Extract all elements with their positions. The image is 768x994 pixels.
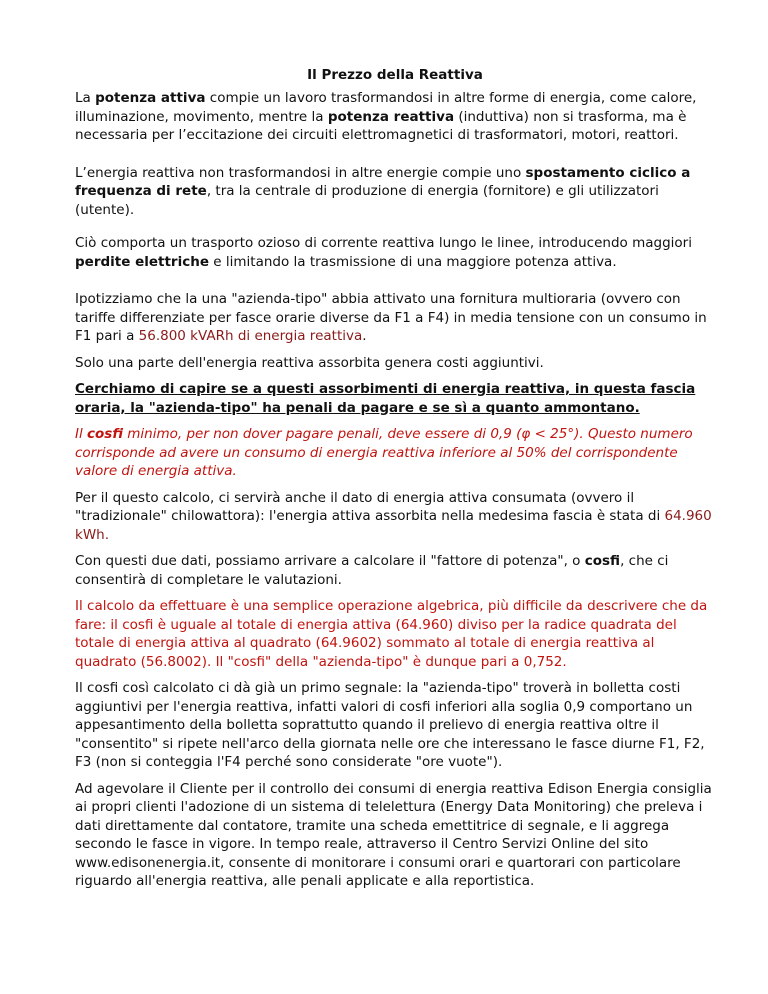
document-page [75, 65, 715, 891]
paragraph-costi: Solo una parte dell'energia reattiva assorbita genera costi aggiuntivi. [75, 354, 544, 371]
paragraph-edison: Ad agevolare il Cliente per il controllo dei consumi di energia reattiva Edison Energia consiglia ai propri clienti l'adozione di un sistema di telelettura (Energy Data Monitoring) che preleva i dati direttamente dal contatore, tramite una scheda emettitrice di segnale, e li aggrega secondo le fasce in vigore. In tempo reale, attraverso il Centro Servizi Online del sito www.edisonenergia.it, consente di monitorare i consumi orari e quartorari con particolare riguardo all'energia reattiva, alle penali applicate e alla reportistica. [75, 780, 712, 889]
paragraph-spostamento [75, 164, 715, 220]
bold-term: potenza reattiva [327, 108, 455, 125]
text-segment: Con questi due dati, possiamo arrivare a calcolare il "fattore di potenza", o [75, 553, 585, 569]
bold-term: cosfi [584, 553, 621, 569]
paragraph-fattore-potenza [75, 552, 715, 589]
page-title: Il Prezzo della Reattiva [307, 67, 483, 83]
paragraph-domanda: Cerchiamo di capire se a questi assorbimenti di energia reattiva, in questa fascia oraria, la "azienda-tipo" ha penali da pagare e se sì a quanto ammontano. [75, 381, 696, 416]
highlight-value: 56.800 kVARh di energia reattiva [138, 328, 363, 344]
text-segment: Ciò comporta un trasporto ozioso di corrente reattiva lungo le linee, introducendo maggiori [75, 235, 692, 251]
paragraph-calcolo: Il calcolo da effettuare è una semplice operazione algebrica, più difficile da descrivere che da fare: il cosfi è uguale al totale di energia attiva (64.960) diviso per la radice quadrata del totale di energia attiva al quadrato (64.9602) sommato al totale di energia reattiva al quadrato (56.8002). Il "cosfi" della "azienda-tipo" è dunque pari a 0,752. [75, 598, 708, 670]
text-segment: . [362, 328, 367, 344]
paragraph-cosfi-minimo [75, 425, 715, 481]
text-segment: , che ci consentirà di completare le valutazioni. [75, 553, 669, 588]
text-segment: , tra la centrale di produzione di energia (fornitore) e gli utilizzatori (utente). [75, 183, 659, 218]
paragraph-energia-attiva [75, 489, 715, 545]
bold-term: perdite elettriche [75, 253, 209, 270]
text-segment: (induttiva) non si trasforma, ma è necessaria per l’eccitazione dei circuiti elettromagnetici di trasformatori, motori, reattori. [75, 108, 687, 143]
text-segment: Per il questo calcolo, ci servirà anche il dato di energia attiva consumata (ovvero il "tradizionale" chilowattora): l'energia attiva assorbita nella medesima fascia è stata di [75, 489, 665, 524]
bold-term: potenza attiva [95, 90, 206, 106]
text-segment: Il [75, 426, 88, 442]
highlight-value: 64.960 kWh. [75, 508, 712, 543]
text-segment: L’energia reattiva non trasformandosi in altre energie compie uno [75, 164, 526, 181]
paragraph-potenza-attiva [75, 89, 715, 145]
bold-term: cosfi [87, 426, 123, 442]
text-segment: minimo, per non dover pagare penali, deve essere di 0,9 (φ < 25°). Questo numero corrisponde ad avere un consumo di energia reattiva inferiore al 50% del corrispondente valore di energia attiva. [75, 426, 693, 479]
paragraph-perdite [75, 234, 715, 271]
paragraph-segnale: Il cosfi così calcolato ci dà già un primo segnale: la "azienda-tipo" troverà in bolletta costi aggiuntivi per l'energia reattiva, infatti valori di cosfi inferiori alla soglia 0,9 comportano un appesantimento della bolletta soprattutto quando il prelievo di energia reattiva oltre il "consentito" si ripete nell'arco della giornata nelle ore che interessano le fasce diurne F1, F2, F3 (non si conteggia l'F4 perché sono considerate "ore vuote"). [75, 680, 705, 770]
text-segment: Ipotizziamo che la una "azienda-tipo" abbia attivato una fornitura multioraria (ovvero con tariffe differenziate per fasce orarie diverse da F1 a F4) in media tensione con un consumo in F1 pari a [75, 291, 707, 344]
text-segment: e limitando la trasmissione di una maggiore potenza attiva. [208, 253, 617, 270]
bold-term: spostamento ciclico a frequenza di rete [75, 164, 691, 199]
text-segment: compie un lavoro trasformandosi in altre forme di energia, come calore, illuminazione, movimento, mentre la [75, 90, 697, 125]
paragraph-ipotesi [75, 290, 715, 346]
text-segment: La [75, 90, 96, 106]
